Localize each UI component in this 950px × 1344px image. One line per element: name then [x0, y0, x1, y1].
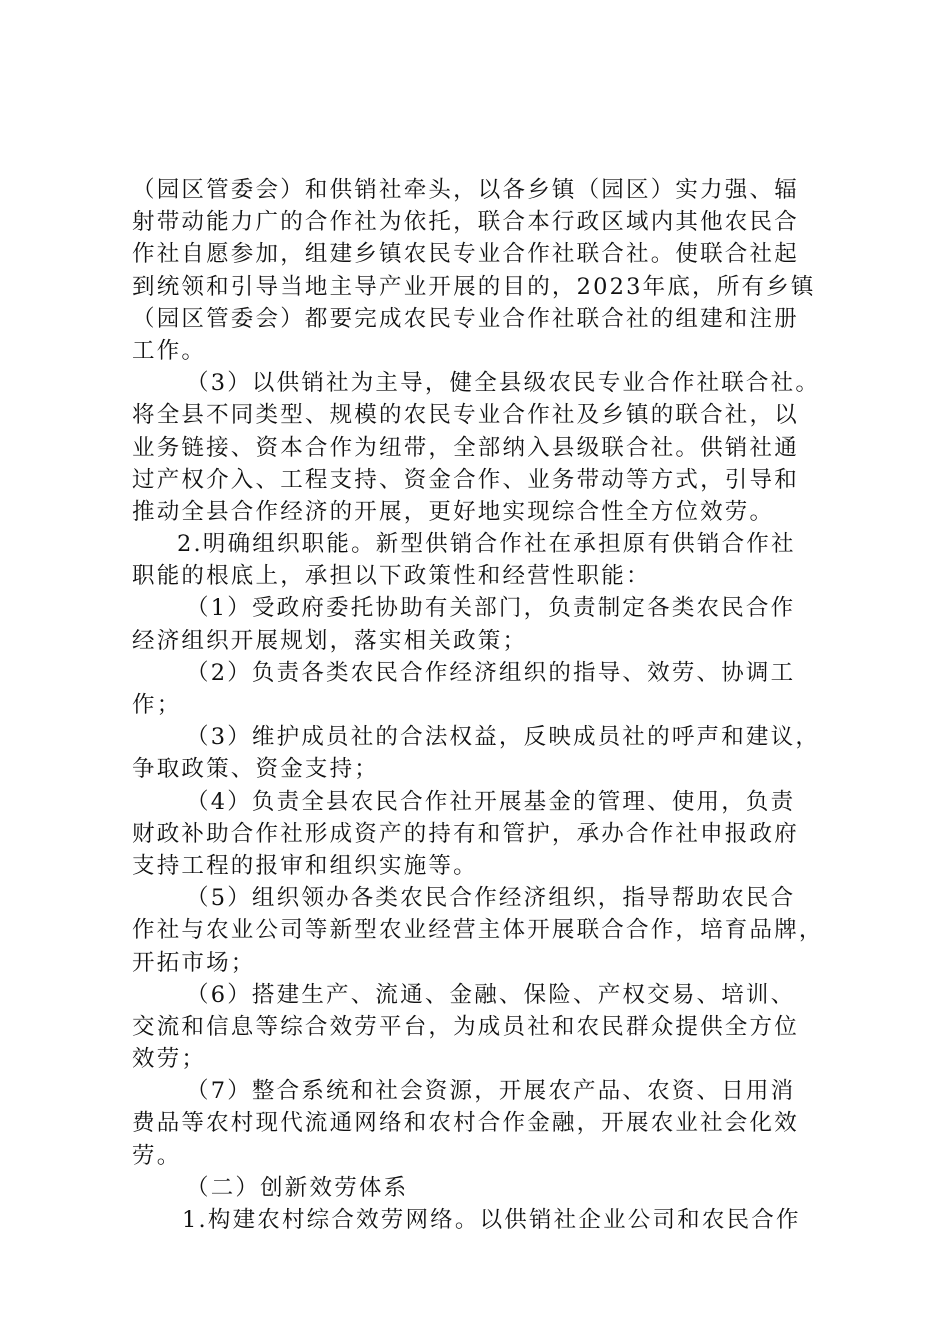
text-line: 业务链接、资本合作为纽带，全部纳入县级联合社。供销社通 [132, 434, 799, 461]
text-line: 支持工程的报审和组织实施等。 [132, 852, 478, 879]
text-line: 争取政策、资金支持； [132, 756, 380, 783]
text-line: 推动全县合作经济的开展，更好地实现综合性全方位效劳。 [132, 498, 775, 525]
text-line: （4）负责全县农民合作社开展基金的管理、使用，负责 [186, 788, 796, 815]
text-line: 劳。 [132, 1142, 182, 1169]
text-line: 开拓市场； [132, 949, 256, 976]
text-line: 费品等农村现代流通网络和农村合作金融，开展农业社会化效 [132, 1110, 799, 1137]
text-line: 射带动能力广的合作社为依托，联合本行政区域内其他农民合 [132, 209, 799, 236]
text-line: 效劳； [132, 1046, 207, 1073]
text-line: 工作。 [132, 337, 207, 364]
text-line: （2）负责各类农民合作经济组织的指导、效劳、协调工 [186, 659, 796, 686]
text-line: 作社与农业公司等新型农业经营主体开展联合合作，培育品牌， [132, 917, 824, 944]
text-line: （3）以供销社为主导，健全县级农民专业合作社联合社。 [186, 370, 821, 397]
text-line: 作； [132, 692, 182, 718]
text-line: （3）维护成员社的合法权益，反映成员社的呼声和建议， [186, 724, 821, 751]
text-line: 2.明确组织职能。新型供销合作社在承担原有供销合作社 [177, 531, 796, 558]
text-line: （6）搭建生产、流通、金融、保险、产权交易、培训、 [186, 981, 796, 1008]
document-body [132, 174, 832, 1236]
text-line: 过产权介入、工程支持、资金合作、业务带动等方式，引导和 [132, 466, 799, 493]
text-line: （1）受政府委托协助有关部门，负责制定各类农民合作 [186, 595, 796, 622]
text-line: 到统领和引导当地主导产业开展的目的，2023年底，所有乡镇 [132, 273, 816, 300]
text-line: 将全县不同类型、规模的农民专业合作社及乡镇的联合社，以 [132, 402, 799, 429]
text-line: 经济组织开展规划，落实相关政策； [132, 627, 528, 654]
text-line: （5）组织领办各类农民合作经济组织，指导帮助农民合 [186, 885, 796, 912]
text-line: 1.构建农村综合效劳网络。以供销社企业公司和农民合作 [182, 1207, 801, 1233]
text-line: 职能的根底上，承担以下政策性和经营性职能： [132, 563, 651, 590]
text-line: （园区管委会）和供销社牵头，以各乡镇（园区）实力强、辐 [132, 177, 799, 203]
text-line: 作社自愿参加，组建乡镇农民专业合作社联合社。使联合社起 [132, 241, 799, 268]
text-line: 财政补助合作社形成资产的持有和管护，承办合作社申报政府 [132, 820, 799, 847]
section-heading: （二）创新效劳体系 [186, 1174, 409, 1201]
text-line: 交流和信息等综合效劳平台，为成员社和农民群众提供全方位 [132, 1013, 799, 1040]
text-line: （7）整合系统和社会资源，开展农产品、农资、日用消 [186, 1078, 796, 1105]
text-line: （园区管委会）都要完成农民专业合作社联合社的组建和注册 [132, 305, 799, 332]
